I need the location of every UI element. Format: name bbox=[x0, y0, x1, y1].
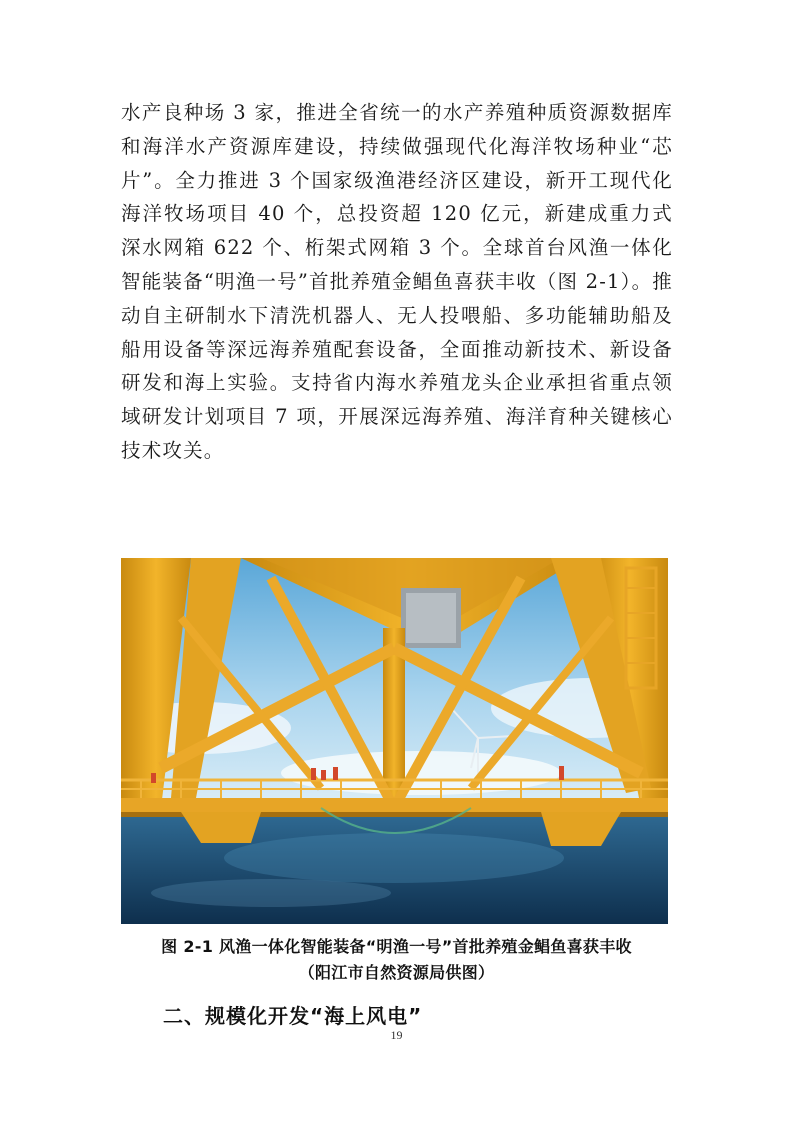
body-paragraph: 水产良种场 3 家，推进全省统一的水产养殖种质资源数据库和海洋水产资源库建设，持续做强现代化海洋牧场种业“芯片”。全力推进 3 个国家级渔港经济区建设，新开工现代化海洋牧场项目 40 个，总投资超 120 亿元，新建成重力式深水网箱 622 个、桁架式网箱 3 个。全球首台风渔一体化智能装备“明渔一号”首批养殖金鲳鱼喜获丰收（图 2-1）。推动自主研制水下清洗机器人、无人投喂船、多功能辅助船及船用设备等深远海养殖配套设备，全面推动新技术、新设备研发和海上实验。支持省内海水养殖龙头企业承担省重点领域研发计划项目 7 项，开展深远海养殖、海洋育种关键核心技术攻关。 bbox=[121, 101, 673, 462]
section-heading: 二、规模化开发“海上风电” bbox=[163, 1004, 423, 1028]
figure-credit: （阳江市自然资源局供图） bbox=[298, 963, 495, 982]
figure-photo bbox=[121, 558, 668, 924]
figure-caption: 图 2-1 风渔一体化智能装备“明渔一号”首批养殖金鲳鱼喜获丰收 bbox=[161, 937, 632, 956]
page-number: 19 bbox=[390, 1028, 403, 1042]
